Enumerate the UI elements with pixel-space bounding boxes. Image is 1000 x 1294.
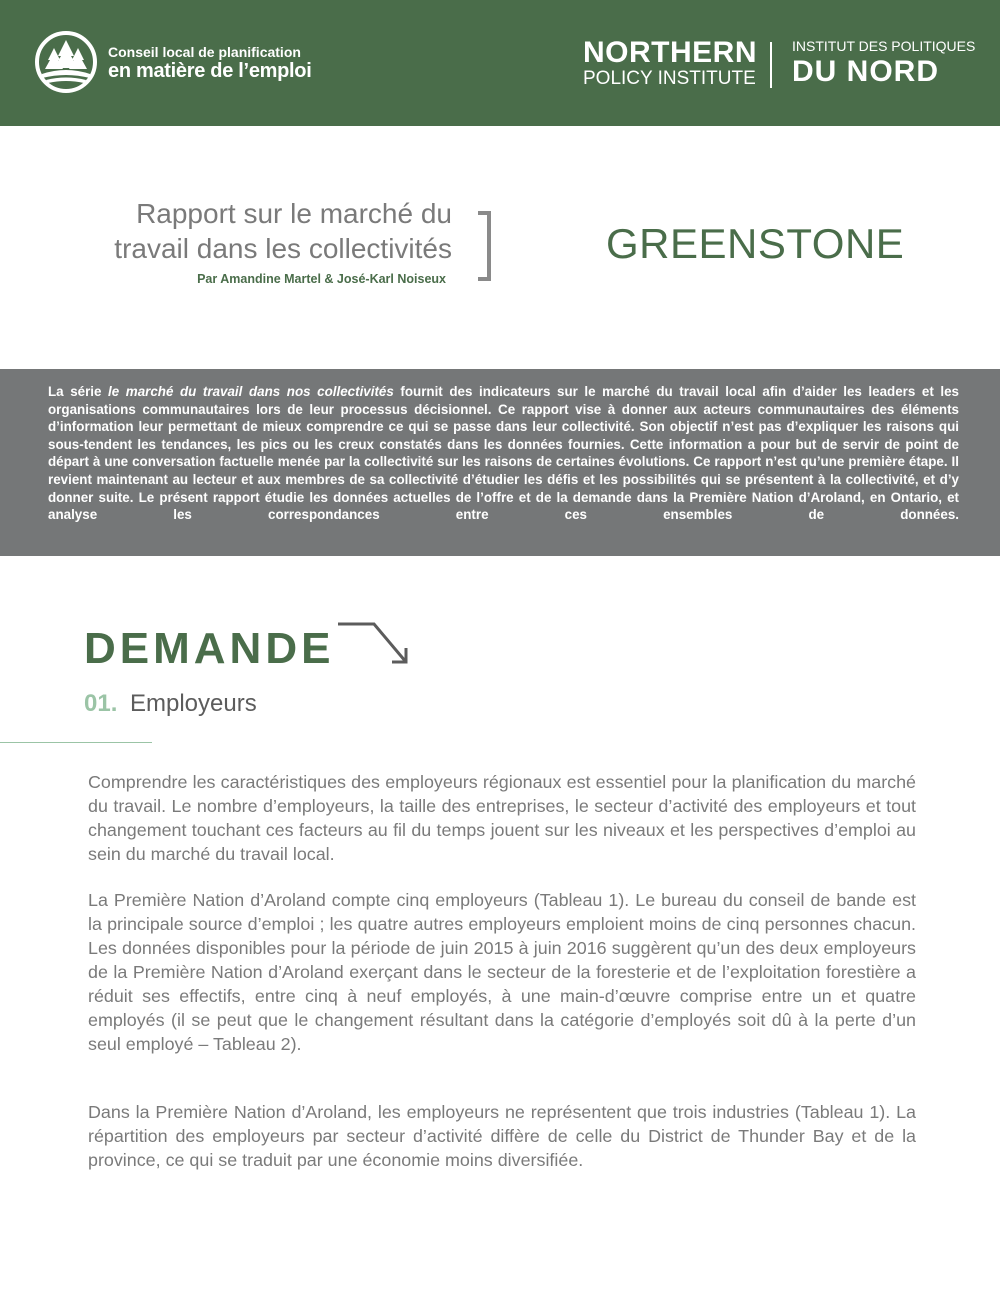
subsection-number: 01. — [84, 690, 118, 717]
npi-logo-title: NORTHERN — [583, 36, 757, 69]
body-paragraph-2: La Première Nation d’Aroland compte cinq employeurs (Tableau 1). Le bureau du conseil de bande est la principale source d’emploi ; les quatre autres employeurs emploient moins de cinq personnes chacun. Les données disponibles pour la période de juin 2015 à juin 2016 suggèrent qu’un des deux employeurs de la Première Nation d’Aroland exerçant dans le secteur de la foresterie et de l’exploitation forestière a réduit ses effectifs, entre cinq à neuf employés, à une main-d’œuvre comprise entre un et quatre employés (il se peut que le changement résultant dans la catégorie d’employés soit dû à la perte d’un seul employé – Tableau 2). — [88, 890, 916, 1054]
ipn-logo-subtitle: INSTITUT DES POLITIQUES — [792, 38, 976, 54]
report-title-line2: travail dans les collectivités — [114, 233, 452, 264]
subsection-divider — [0, 742, 152, 743]
intro-series-name: le marché du travail dans nos collectivités — [108, 384, 394, 399]
npi-logo-subtitle: POLICY INSTITUTE — [583, 68, 756, 89]
body-paragraph-3: Dans la Première Nation d’Aroland, les employeurs ne représentent que trois industries (Tableau 1). La répartition des employeurs par secteur d’activité diffère de celle du District de Thunder Bay et de la province, ce qui se traduit par une économie moins diversifiée. — [88, 1102, 916, 1170]
intro-text-rest: fournit des indicateurs sur le marché du travail local afin d’aider les leaders et les organisations communautaires lors de leur processus décisionnel. Ce rapport vise à donner aux acteurs communautaires des éléments d’information leur permettant de mieux comprendre ce qui se passe dans leur collectivité. Son objectif n’est pas d’expliquer les raisons qui sous-tendent les tendances, les pics ou les creux constatés dans les données fournies. Cette information a pour but de servir de point de départ à une conversation factuelle menée par la collectivité sur les raisons de certaines évolutions. Ce rapport n’est qu’une première étape. Il revient maintenant au lecteur et aux membres de sa collectivité d’étudier les défis et les possibilités qui se présentent à la collectivité, et d’y donner suite. Le présent rapport étudie les données actuelles de l’offre et de la demande dans la Première Nation d’Aroland, en Ontario, et analyse les correspondances entre ces ensembles de données. — [48, 384, 959, 523]
subsection-title: Employeurs — [130, 690, 257, 717]
logo-divider — [770, 42, 772, 88]
header-band — [0, 0, 1000, 126]
intro-text-start: La série — [48, 384, 109, 399]
section-title: DEMANDE — [84, 624, 335, 673]
down-right-arrow-icon — [336, 620, 412, 672]
report-authors: Par Amandine Martel & José-Karl Noiseux — [197, 272, 446, 286]
clpe-logo-icon — [34, 30, 98, 94]
intro-paragraph — [48, 383, 959, 524]
bracket-icon — [478, 210, 492, 282]
community-name: GREENSTONE — [606, 220, 905, 267]
ipn-logo-title: DU NORD — [792, 55, 939, 88]
body-paragraph-1: Comprendre les caractéristiques des employeurs régionaux est essentiel pour la planification du marché du travail. Le nombre d’employeurs, la taille des entreprises, le secteur d’activité des employeurs et tout changement touchant ces facteurs au fil du temps jouent sur les niveaux et les perspectives d’emploi au sein du marché du travail local. — [88, 772, 916, 864]
report-title-line1: Rapport sur le marché du — [136, 198, 452, 229]
clpe-name-line1: Conseil local de planification — [108, 44, 301, 60]
clpe-name-line2: en matière de l’emploi — [108, 60, 312, 82]
